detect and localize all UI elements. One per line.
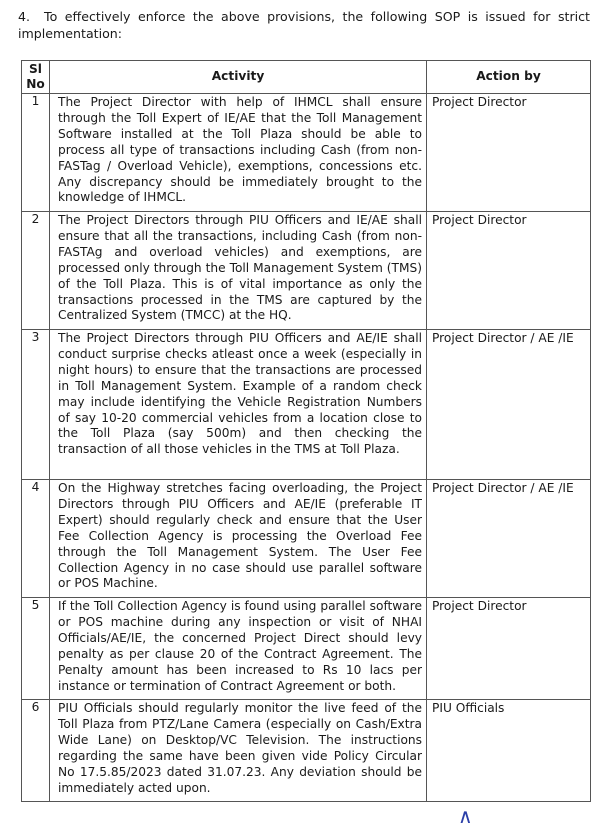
row-action-by: Project Director / AE /IE bbox=[427, 480, 591, 598]
table-row bbox=[22, 700, 591, 802]
row-number: 5 bbox=[22, 598, 50, 700]
header-action-by: Action by bbox=[427, 61, 591, 94]
sop-table bbox=[21, 60, 591, 802]
row-action-by: Project Director bbox=[427, 212, 591, 330]
row-number: 3 bbox=[22, 330, 50, 480]
row-number: 6 bbox=[22, 700, 50, 802]
row-action-by: PIU Officials bbox=[427, 700, 591, 802]
row-activity: PIU Officials should regularly monitor the live feed of the Toll Plaza from PTZ/Lane Camera (especially on Cash/Extra Wide Lane) on Desktop/VC Television. The instructions regarding the same have been given vide Policy Circular No 17.5.85/2023 dated 31.07.23. Any deviation should be immediately acted upon. bbox=[50, 700, 427, 802]
table-row bbox=[22, 212, 591, 330]
intro-number: 4. bbox=[18, 9, 31, 24]
handwritten-mark: ∧ bbox=[458, 804, 473, 828]
table-row bbox=[22, 330, 591, 480]
table-row bbox=[22, 598, 591, 700]
row-activity: The Project Directors through PIU Officers and AE/IE shall conduct surprise checks atleast once a week (especially in night hours) to ensure that the transactions are processed in Toll Management System. Example of a random check may include identifying the Vehicle Registration Numbers of say 10-20 commercial vehicles from a location close to the Toll Plaza (say 500m) and then checking the transaction of all those vehicles in the TMS at Toll Plaza. bbox=[50, 330, 427, 480]
table-row bbox=[22, 94, 591, 212]
row-action-by: Project Director / AE /IE bbox=[427, 330, 591, 480]
table-row bbox=[22, 480, 591, 598]
row-number: 1 bbox=[22, 94, 50, 212]
row-activity: The Project Directors through PIU Officers and IE/AE shall ensure that all the transactions, including Cash (from non-FASTAg and overload vehicles) and exemptions, are processed only through the Toll Management System (TMS) of the Toll Plaza. This is of vital importance as only the transactions processed in the TMS are captured by the Centralized System (TMCC) at the HQ. bbox=[50, 212, 427, 330]
row-activity: The Project Director with help of IHMCL shall ensure through the Toll Expert of IE/AE that the Toll Management Software installed at the Toll Plaza should be able to process all type of transactions including Cash (from non-FASTag / Overload Vehicle), exemptions, concessions etc. Any discrepancy should be immediately brought to the knowledge of IHMCL. bbox=[50, 94, 427, 212]
header-sl-no: Sl No bbox=[22, 61, 50, 94]
row-action-by: Project Director bbox=[427, 94, 591, 212]
intro-text: To effectively enforce the above provisions, the following SOP is issued for strict implementation: bbox=[18, 9, 590, 41]
row-activity: If the Toll Collection Agency is found using parallel software or POS machine during any inspection or visit of NHAI Officials/AE/IE, the concerned Project Direct should levy penalty as per clause 20 of the Contract Agreement. The Penalty amount has been increased to Rs 10 lacs per instance or termination of Contract Agreement or both. bbox=[50, 598, 427, 700]
row-activity: On the Highway stretches facing overloading, the Project Directors through PIU Officers and AE/IE (preferable IT Expert) should regularly check and ensure that the User Fee Collection Agency is processing the Overload Fee through the Toll Management System. The User Fee Collection Agency in no case should use parallel software or POS Machine. bbox=[50, 480, 427, 598]
table-header-row bbox=[22, 61, 591, 94]
row-number: 2 bbox=[22, 212, 50, 330]
row-action-by: Project Director bbox=[427, 598, 591, 700]
intro-paragraph bbox=[18, 8, 590, 42]
row-number: 4 bbox=[22, 480, 50, 598]
header-activity: Activity bbox=[50, 61, 427, 94]
